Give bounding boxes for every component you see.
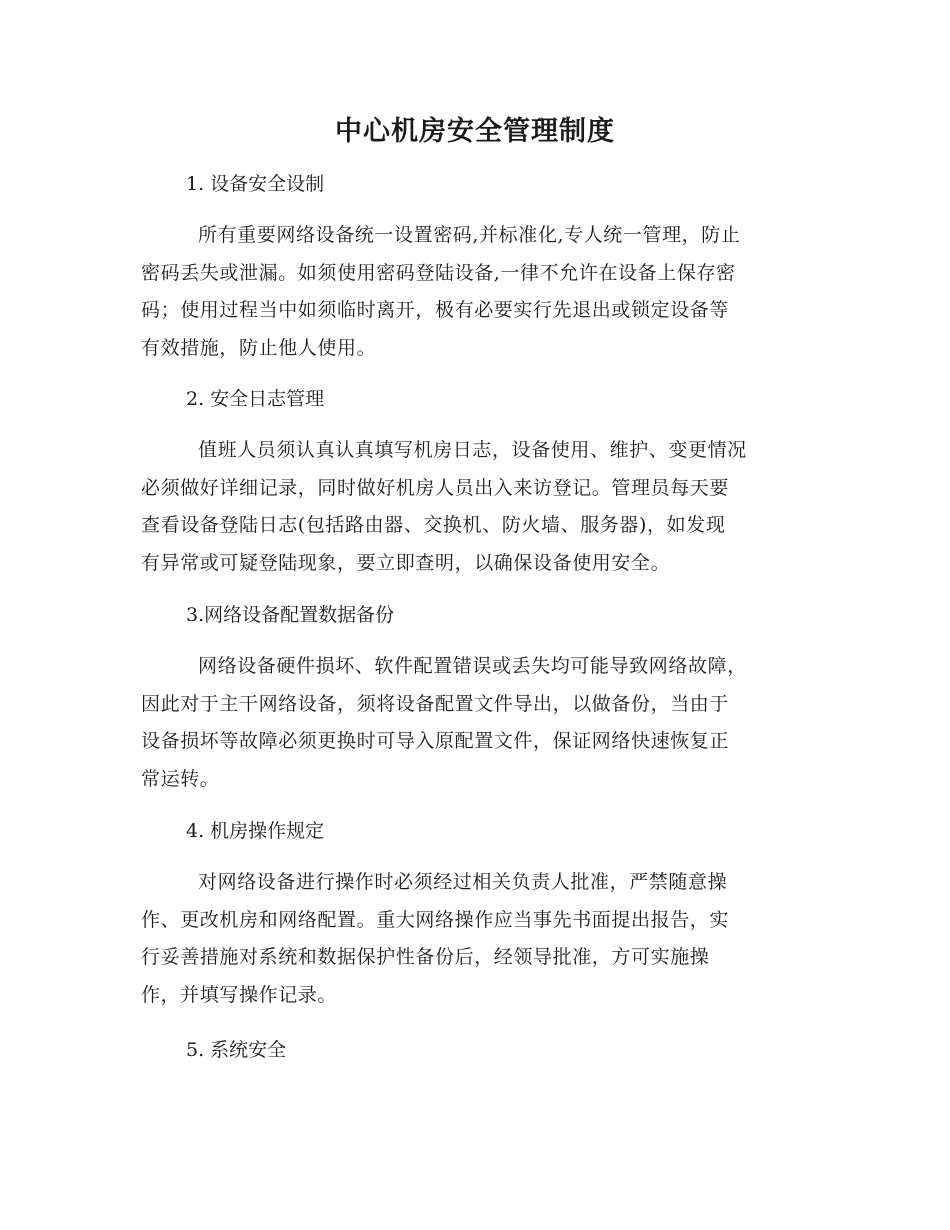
- paragraph-line: 密码丢失或泄漏。如须使用密码登陆设备,一律不允许在设备上保存密: [141, 261, 736, 284]
- paragraph-line: 所有重要网络设备统一设置密码,并标准化,专人统一管理，防止: [198, 224, 741, 246]
- paragraph-line: 设备损坏等故障必须更换时可导入原配置文件，保证网络快速恢复正: [141, 730, 730, 752]
- paragraph-line: 值班人员须认真认真填写机房日志，设备使用、维护、变更情况: [198, 439, 747, 461]
- section-body-config-backup: [141, 648, 809, 798]
- section-heading-security-log: 2. 安全日志管理: [186, 388, 325, 410]
- paragraph-line: 查看设备登陆日志(包括路由器、交换机、防火墙、服务器)，如发现: [141, 514, 726, 536]
- paragraph-line: 常运转。: [141, 767, 220, 790]
- paragraph-line: 有异常或可疑登陆现象，要立即查明，以确保设备使用安全。: [141, 551, 671, 574]
- paragraph-line: 码；使用过程当中如须临时离开，极有必要实行先退出或锁定设备等: [141, 299, 730, 321]
- paragraph-line: 作，并填写操作记录。: [141, 983, 338, 1006]
- section-body-device-security: [141, 217, 809, 367]
- section-heading-system-security: 5. 系统安全: [186, 1039, 287, 1061]
- paragraph-line: 作、更改机房和网络配置。重大网络操作应当事先书面提出报告，实: [141, 908, 730, 931]
- section-heading-operation-rules: 4. 机房操作规定: [186, 820, 325, 842]
- section-body-operation-rules: [141, 864, 809, 1014]
- section-body-security-log: [141, 432, 809, 582]
- paragraph-line: 网络设备硬件损坏、软件配置错误或丢失均可能导致网络故障，: [198, 655, 747, 677]
- paragraph-line: 因此对于主干网络设备，须将设备配置文件导出，以做备份，当由于: [141, 692, 730, 715]
- page-title: 中心机房安全管理制度: [335, 116, 615, 147]
- paragraph-line: 必须做好详细记录，同时做好机房人员出入来访登记。管理员每天要: [141, 476, 730, 499]
- paragraph-line: 对网络设备进行操作时必须经过相关负责人批准，严禁随意操: [198, 871, 728, 893]
- section-heading-config-backup: 3.网络设备配置数据备份: [186, 604, 395, 626]
- section-heading-device-security: 1. 设备安全设制: [186, 173, 325, 195]
- paragraph-line: 有效措施，防止他人使用。: [141, 336, 377, 359]
- paragraph-line: 行妥善措施对系统和数据保护性备份后，经领导批准，方可实施操: [141, 946, 710, 968]
